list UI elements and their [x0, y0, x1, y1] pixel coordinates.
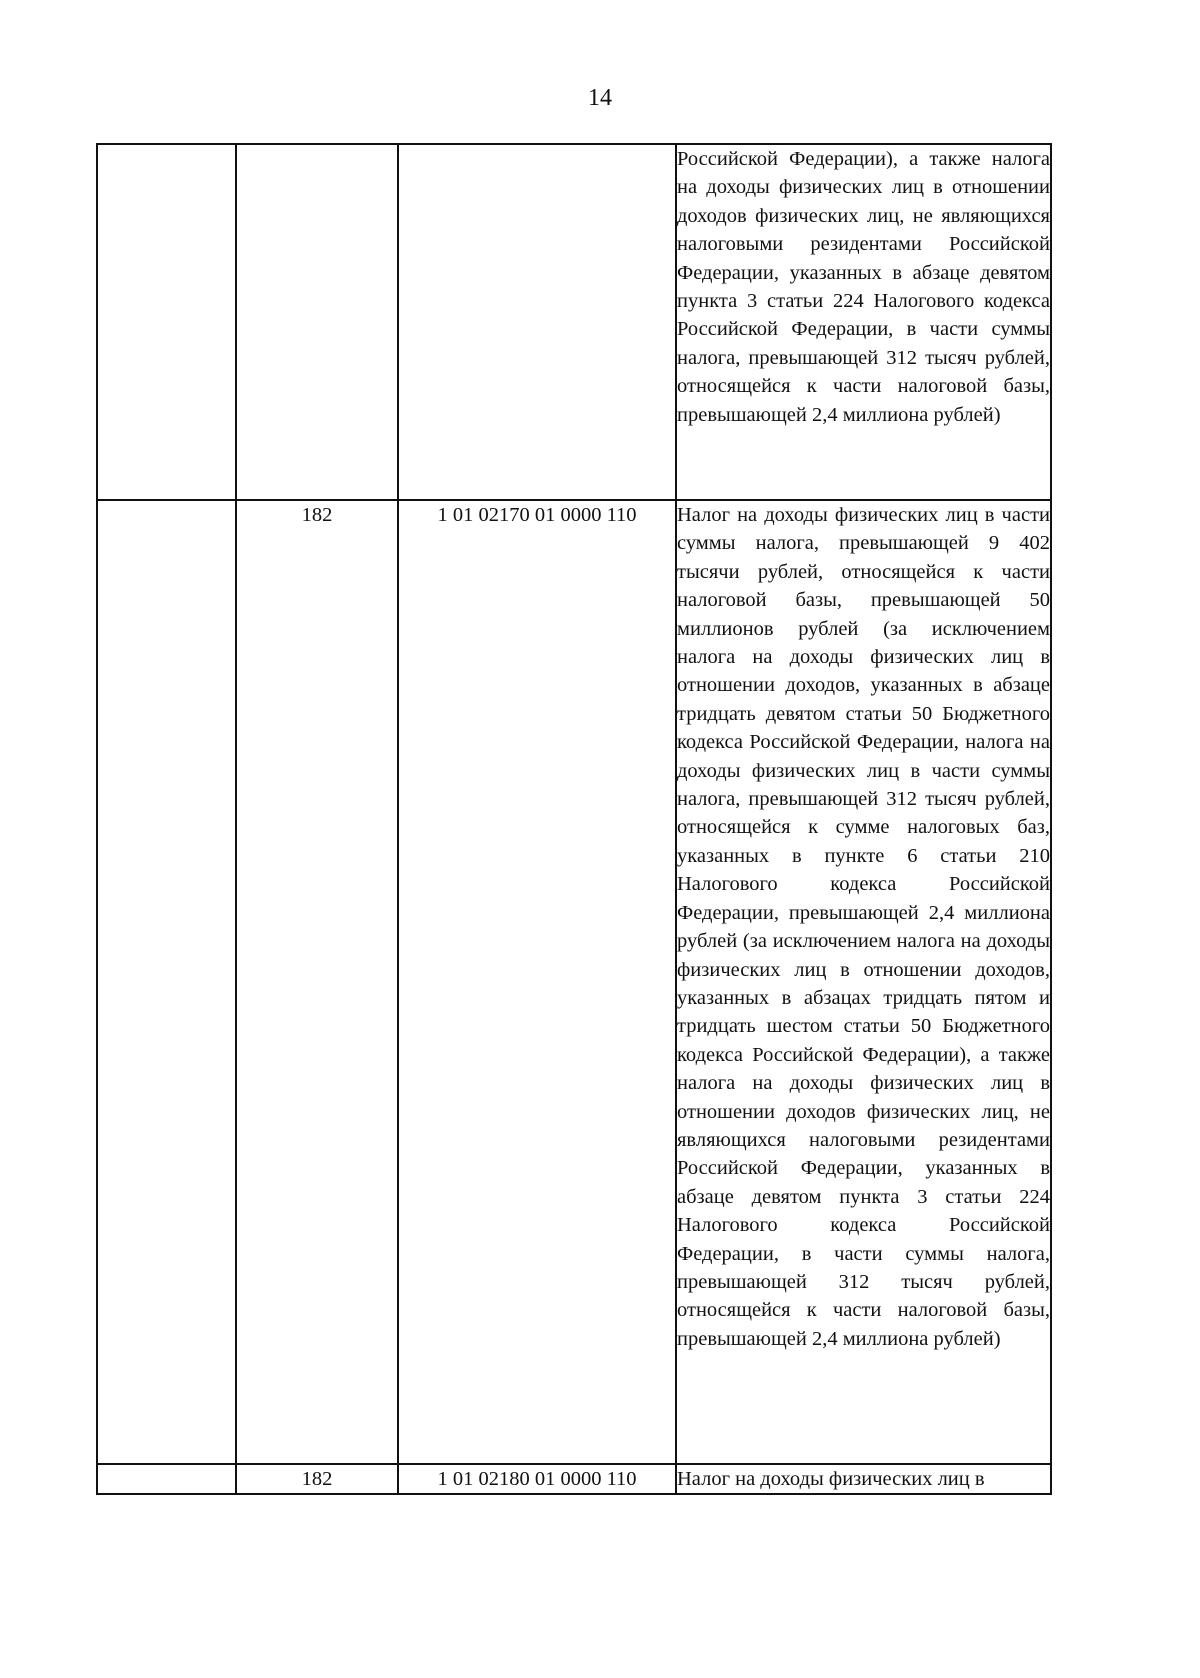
- empty-cell: [97, 1464, 236, 1494]
- description-cell: Налог на доходы физических лиц в части суммы налога, превышающей 9 402 тысячи рублей, относящейся к части налоговой базы, превышающей 50 миллионов рублей (за исключением налога на доходы физических лиц в отношении доходов, указанных в абзаце тридцать девятом статьи 50 Бюджетного кодекса Российской Федерации, налога на доходы физических лиц в части суммы налога, превышающей 312 тысяч рублей, относящейся к сумме налоговых баз, указанных в пункте 6 статьи 210 Налогового кодекса Российской Федерации, превышающей 2,4 миллиона рублей (за исключением налога на доходы физических лиц в отношении доходов, указанных в абзацах тридцать пятом и тридцать шестом статьи 50 Бюджетного кодекса Российской Федерации), а также налога на доходы физических лиц в отношении доходов физических лиц, не являющихся налоговыми резидентами Российской Федерации, указанных в абзаце девятом пункта 3 статьи 224 Налогового кодекса Российской Федерации, в части суммы налога, превышающей 312 тысяч рублей, относящейся к части налоговой базы, превышающей 2,4 миллиона рублей): [676, 500, 1051, 1464]
- table-row: [97, 144, 1051, 500]
- kbk-code-cell: 1 01 02180 01 0000 110: [398, 1464, 676, 1494]
- admin-code-cell: 182: [236, 1464, 398, 1494]
- empty-cell: [97, 144, 236, 500]
- kbk-code-cell: 1 01 02170 01 0000 110: [398, 500, 676, 1464]
- empty-cell: [97, 500, 236, 1464]
- budget-codes-table: [96, 143, 1052, 1495]
- kbk-code-cell: [398, 144, 676, 500]
- table-row: [97, 1464, 1051, 1494]
- admin-code-cell: 182: [236, 500, 398, 1464]
- admin-code-cell: [236, 144, 398, 500]
- description-cell: Налог на доходы физических лиц в: [676, 1464, 1051, 1494]
- page-number: 14: [588, 85, 612, 111]
- table-row: [97, 500, 1051, 1464]
- description-cell: Российской Федерации), а также налога на доходы физических лиц в отношении доходов физических лиц, не являющихся налоговыми резидентами Российской Федерации, указанных в абзаце девятом пункта 3 статьи 224 Налогового кодекса Российской Федерации, в части суммы налога, превышающей 312 тысяч рублей, относящейся к части налоговой базы, превышающей 2,4 миллиона рублей): [676, 144, 1051, 500]
